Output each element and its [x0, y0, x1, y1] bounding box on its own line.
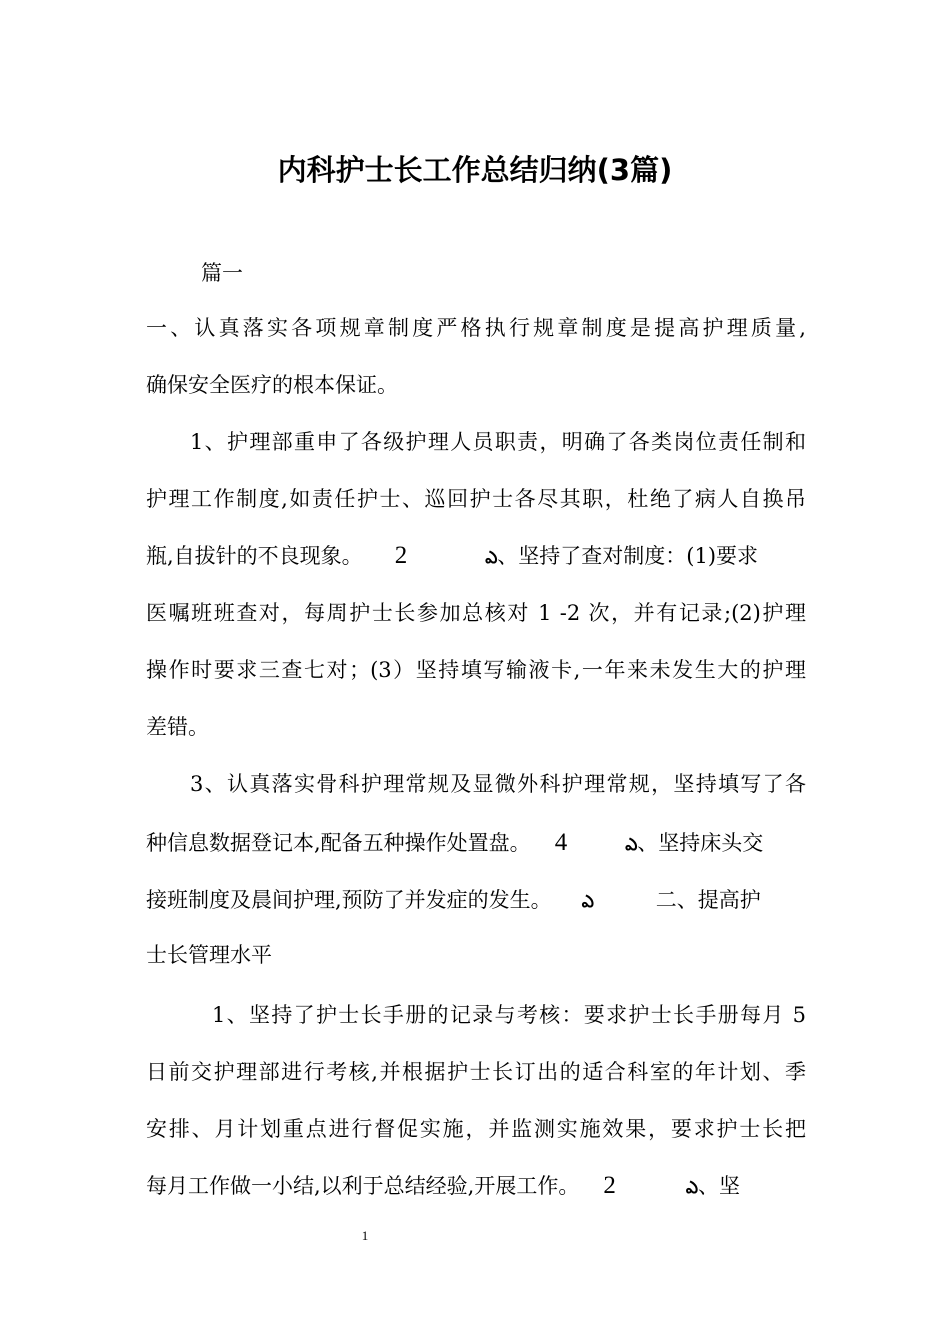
- paragraph-line: 1、护理部重申了各级护理人员职责，明确了各类岗位责任制和: [190, 430, 806, 454]
- paragraph-line: [146, 1169, 806, 1205]
- paragraph-line: 操作时要求三查七对；(3）坚持填写输液卡,一年来未发生大的护理: [146, 658, 806, 682]
- bullet-glyph: ఎ: [485, 548, 498, 568]
- page-number: 1: [361, 1228, 369, 1243]
- list-number: 4: [554, 829, 568, 856]
- paragraph-line: 士长管理水平: [146, 943, 272, 967]
- paragraph-line: 日前交护理部进行考核,并根据护士长订出的适合科室的年计划、季: [146, 1060, 806, 1084]
- line-text: 、坚: [697, 1174, 740, 1198]
- paragraph-line: 医嘱班班查对，每周护士长参加总核对 1 -2 次，并有记录;(2)护理: [146, 601, 806, 625]
- paragraph-line: [146, 539, 806, 575]
- line-text: 、坚持了查对制度：(1)要求: [497, 544, 759, 568]
- paragraph-line: [146, 826, 806, 862]
- paragraph-line: 1、坚持了护士长手册的记录与考核：要求护士长手册每月 5: [212, 1003, 806, 1027]
- line-text: 每月工作做一小结,以利于总结经验,开展工作。: [146, 1174, 580, 1198]
- paragraph-line: 差错。: [146, 715, 209, 739]
- paragraph-line: 安排、月计划重点进行督促实施，并监测实施效果，要求护士长把: [146, 1117, 806, 1141]
- line-text: 接班制度及晨间护理,预防了并发症的发生。: [146, 888, 552, 912]
- paragraph-line: 一、认真落实各项规章制度严格执行规章制度是提高护理质量,: [146, 316, 806, 340]
- paragraph-line: 3、认真落实骨科护理常规及显微外科护理常规，坚持填写了各: [190, 772, 806, 796]
- line-text: 、坚持床头交: [637, 831, 764, 855]
- bullet-glyph: ఎ: [685, 1178, 698, 1198]
- list-number: 2: [603, 1172, 616, 1199]
- bullet-glyph: ఎ: [581, 892, 594, 912]
- line-text: 瓶,自拔针的不良现象。: [146, 544, 363, 568]
- line-text: 二、提高护: [655, 888, 761, 912]
- bullet-glyph: ఎ: [625, 835, 638, 855]
- paragraph-line: 确保安全医疗的根本保证。: [146, 373, 398, 397]
- list-number: 2: [394, 542, 408, 569]
- line-text: 种信息数据登记本,配备五种操作处置盘。: [146, 831, 531, 855]
- section-heading: 篇一: [201, 261, 243, 285]
- document-title: 内科护士长工作总结归纳(3篇): [277, 153, 673, 187]
- paragraph-line: [146, 883, 806, 919]
- paragraph-line: 护理工作制度,如责任护士、巡回护士各尽其职，杜绝了病人自换吊: [146, 487, 806, 511]
